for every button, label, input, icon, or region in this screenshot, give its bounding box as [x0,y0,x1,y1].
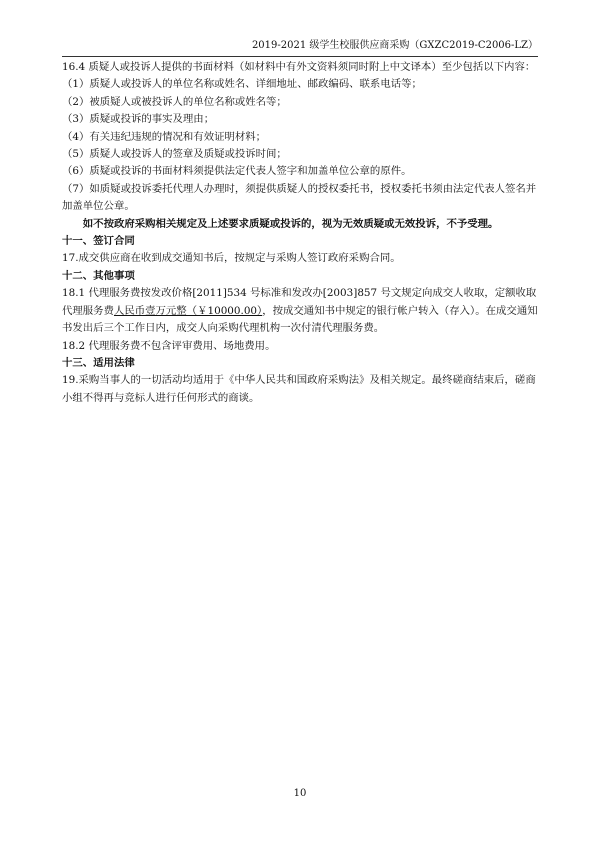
list-item: （6）质疑或投诉的书面材料须提供法定代表人签字和加盖单位公章的原件。 [62,165,412,178]
list-item: （5）质疑人或投诉人的签章及质疑或投诉时间； [62,148,287,161]
page-footer [0,788,600,799]
page-number: 10 [293,788,307,799]
page-content [62,59,538,407]
paragraph-18-1 [62,285,538,337]
paragraph-18-2: 18.2 代理服务费不包含评审费用、场地费用。 [62,339,276,352]
list-item: （1）质疑人或投诉人的单位名称或姓名、详细地址、邮政编码、联系电话等； [62,78,422,91]
section-12-heading: 十二、其他事项 [62,269,135,282]
list-item: （4）有关违纪违规的情况和有效证明材料； [62,130,267,143]
section-13-heading: 十三、适用法律 [62,356,135,369]
invalid-complaint-warning: 如不按政府采购相关规定及上述要求质疑或投诉的，视为无效质疑或无效投诉，不予受理。 [82,217,499,230]
paragraph-19: 19.采购当事人的一切活动均适用于《中华人民共和国政府采购法》及相关规定。最终磋商结束后，磋商小组不得再与竞标人进行任何形式的商谈。 [62,374,536,404]
list-item: （2）被质疑人或被投诉人的单位名称或姓名等； [62,95,287,108]
section-11-heading: 十一、签订合同 [62,235,135,248]
list-item: （3）质疑或投诉的事实及理由； [62,113,215,126]
service-fee-amount: 人民币壹万元整（￥10000.00） [113,304,263,317]
header-title: 2019-2021 级学生校服供应商采购（GXZC2019-C2006-LZ） [251,40,538,51]
paragraph-16-4: 16.4 质疑人或投诉人提供的书面材料（如材料中有外文资料须同时附上中文译本）至少包括以下内容： [62,61,536,73]
paragraph-18-1-part-a: 18.1 代理服务费按发改价格[2011]534 号标准和发改办[2003]857 号文规定向成交人收取，定额收取代理服务费 [62,287,537,317]
list-item: （7）如质疑或投诉委托代理人办理时，须提供质疑人的授权委托书，授权委托书须由法定代表人签名并加盖单位公章。 [62,182,537,213]
page-header [62,38,538,57]
paragraph-18-1-part-b: ，按成交通知书中规定的银行帐户转入（存入）。在成交通知书发出后三个工作日内，成交人向采购代理机构一次付清代理服务费。 [62,304,538,335]
paragraph-17: 17.成交供应商在收到成交通知书后，按规定与采购人签订政府采购合同。 [62,252,401,265]
